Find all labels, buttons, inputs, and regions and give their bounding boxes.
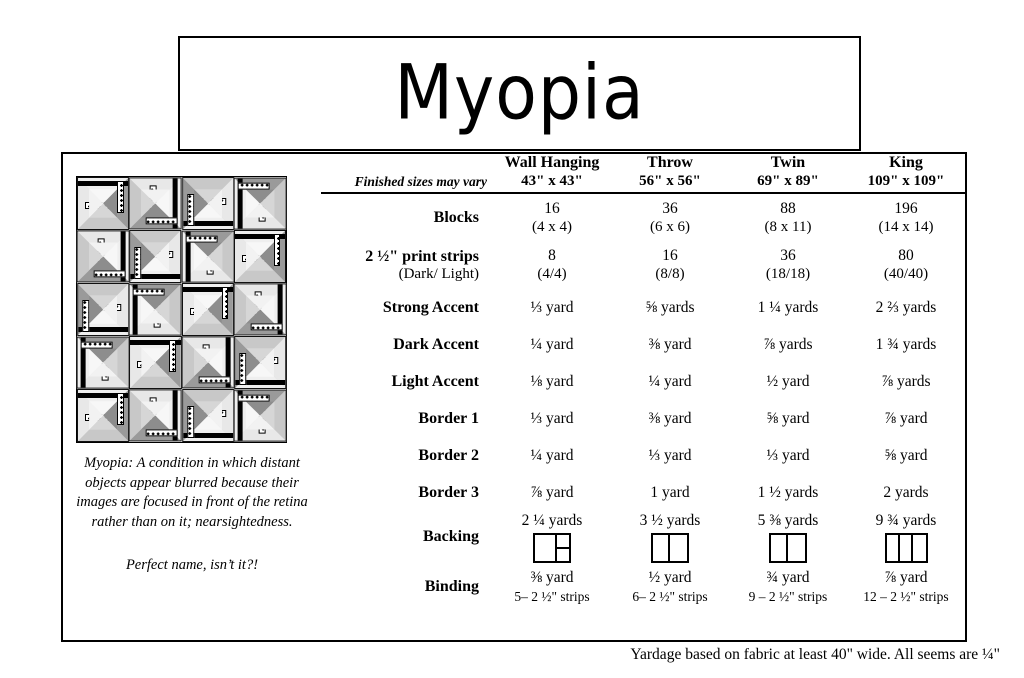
cell-value: 1 ½ yards <box>757 484 819 501</box>
table-cell <box>611 437 729 474</box>
table-cell <box>493 437 611 474</box>
table-row <box>321 474 965 511</box>
table-cell <box>493 241 611 289</box>
quilt-block <box>77 389 129 442</box>
table-cell <box>847 563 965 611</box>
cell-subvalue: 6– 2 ½" strips <box>632 589 708 604</box>
table-row <box>321 193 965 241</box>
cell-value: ⅓ yard <box>530 410 574 427</box>
row-label-text: Border 1 <box>418 409 479 427</box>
cell-value: 9 ¾ yards <box>875 512 937 529</box>
column-header-wall-hanging <box>493 154 611 193</box>
table-cell <box>847 289 965 326</box>
table-cell <box>611 563 729 611</box>
cell-value: 2 yards <box>883 484 929 501</box>
cell-value: 1 ¾ yards <box>875 336 937 353</box>
yardage-table <box>321 154 965 611</box>
table-cell <box>847 326 965 363</box>
row-label <box>321 193 493 241</box>
cell-value: 3 ½ yards <box>639 512 701 529</box>
table-cell <box>493 326 611 363</box>
cell-value: ⅞ yard <box>884 410 928 427</box>
row-label <box>321 241 493 289</box>
cell-value: ¼ yard <box>530 447 574 464</box>
quilt-block <box>129 336 181 389</box>
cell-value: 88 <box>780 199 796 217</box>
quilt-block <box>129 177 182 229</box>
page-title: Myopia <box>394 48 645 138</box>
column-name: Wall Hanging <box>504 154 600 171</box>
table-cell <box>611 241 729 289</box>
cell-value: ⅜ yard <box>530 569 574 586</box>
quilt-block <box>181 336 234 388</box>
cell-value: ⅞ yards <box>881 373 931 390</box>
column-name: King <box>889 154 923 171</box>
backing-panel <box>535 535 557 561</box>
cell-subvalue: (18/18) <box>765 266 811 282</box>
backing-diagram <box>611 533 729 563</box>
cell-value: ½ yard <box>766 373 810 390</box>
cell-value: ⅝ yard <box>766 410 810 427</box>
table-cell <box>847 400 965 437</box>
quilt-block <box>233 283 286 335</box>
cell-value: 2 ¼ yards <box>521 512 583 529</box>
table-cell <box>493 563 611 611</box>
definition-block <box>71 454 313 576</box>
row-sublabel: (Dark/ Light) <box>398 265 479 282</box>
cell-subvalue: 5– 2 ½" strips <box>514 589 590 604</box>
row-label <box>321 326 493 363</box>
table-row <box>321 363 965 400</box>
cell-value: 16 <box>662 247 678 264</box>
table-cell <box>611 289 729 326</box>
backing-diagram <box>847 533 965 563</box>
table-row <box>321 289 965 326</box>
left-panel <box>63 154 321 640</box>
table-cell <box>847 437 965 474</box>
column-size: 43" x 43" <box>521 173 583 189</box>
table-cell <box>493 193 611 241</box>
table-header-row <box>321 154 965 193</box>
column-size: 69" x 89" <box>757 173 819 189</box>
row-label-text: Strong Accent <box>382 298 479 316</box>
quilt-block <box>233 177 286 229</box>
cell-subvalue: 9 – 2 ½" strips <box>748 589 828 604</box>
row-label-text: Border 2 <box>418 446 479 464</box>
cell-value: ⅞ yard <box>884 569 928 586</box>
cell-value: ½ yard <box>648 569 692 586</box>
table-cell <box>729 289 847 326</box>
column-header-throw <box>611 154 729 193</box>
table-cell <box>611 193 729 241</box>
quilt-block <box>77 230 130 282</box>
backing-panel <box>557 535 569 561</box>
column-size: 56" x 56" <box>639 173 701 189</box>
cell-subvalue: (6 x 6) <box>650 218 690 235</box>
table-cell <box>611 474 729 511</box>
column-size: 109" x 109" <box>867 173 945 189</box>
quilt-block <box>182 389 234 442</box>
row-label-text: Border 3 <box>418 483 479 501</box>
cell-value: ⅞ yards <box>763 336 813 353</box>
cell-value: ⅛ yard <box>530 373 574 390</box>
cell-value: ⅞ yard <box>530 484 574 501</box>
table-row <box>321 241 965 289</box>
column-header-twin <box>729 154 847 193</box>
table-cell <box>493 511 611 563</box>
table-row <box>321 326 965 363</box>
quilt-block <box>77 336 130 388</box>
cell-value: ⅓ yard <box>766 447 810 464</box>
backing-panel <box>913 535 926 561</box>
definition-text: A condition in which distant objects appear blurred because their images are focused in front of the retina rather than on it; nearsightedness. <box>76 455 308 530</box>
row-label <box>321 363 493 400</box>
table-row <box>321 437 965 474</box>
cell-value: 196 <box>894 199 918 217</box>
cell-value: ⅓ yard <box>648 447 692 464</box>
cell-value: ⅝ yards <box>645 299 695 316</box>
table-cell <box>729 400 847 437</box>
table-row-binding <box>321 563 965 611</box>
backing-panel <box>653 535 670 561</box>
table-cell <box>493 289 611 326</box>
cell-value: ⅝ yard <box>884 447 928 464</box>
column-name: Twin <box>770 154 806 171</box>
table-cell <box>729 193 847 241</box>
cell-value: 36 <box>662 199 678 217</box>
backing-panel <box>900 535 913 561</box>
backing-panel <box>771 535 788 561</box>
definition-tagline: Perfect name, isn’t it?! <box>125 557 259 573</box>
cell-value: 80 <box>898 247 914 264</box>
row-label <box>321 400 493 437</box>
quilt-block <box>234 230 286 283</box>
quilt-block <box>233 389 286 441</box>
table-cell <box>847 193 965 241</box>
table-cell <box>611 400 729 437</box>
cell-value: 8 <box>548 247 556 264</box>
cell-subvalue: (40/40) <box>883 266 929 282</box>
cell-subvalue: 12 – 2 ½" strips <box>863 589 949 604</box>
table-cell <box>493 400 611 437</box>
table-cell <box>611 511 729 563</box>
row-label: Backing <box>422 528 479 545</box>
cell-subvalue: (4 x 4) <box>532 218 572 235</box>
table-cell <box>729 437 847 474</box>
row-label-text: Blocks <box>433 208 479 226</box>
table-cell <box>847 241 965 289</box>
table-cell <box>611 363 729 400</box>
cell-subvalue: (8/8) <box>655 266 685 282</box>
quilt-block <box>234 336 286 389</box>
table-cell <box>729 363 847 400</box>
cell-value: ⅓ yard <box>530 299 574 316</box>
row-label-text: Light Accent <box>391 372 479 390</box>
column-name: Throw <box>647 154 693 171</box>
quilt-block <box>129 283 182 335</box>
cell-value: ¼ yard <box>648 373 692 390</box>
table-cell <box>493 363 611 400</box>
backing-diagram <box>729 533 847 563</box>
table-body <box>321 193 965 611</box>
quilt-block <box>129 230 181 283</box>
backing-panel <box>887 535 900 561</box>
cell-subvalue: (8 x 11) <box>764 218 812 235</box>
backing-panel <box>670 535 687 561</box>
table-cell <box>847 474 965 511</box>
table-cell <box>729 563 847 611</box>
column-header-king <box>847 154 965 193</box>
row-label-text: Dark Accent <box>393 335 479 353</box>
cell-value: 36 <box>780 247 796 264</box>
table-cell <box>847 363 965 400</box>
cell-value: ⅜ yard <box>648 410 692 427</box>
quilt-block <box>181 230 234 282</box>
table-cell <box>611 326 729 363</box>
table-cell <box>729 241 847 289</box>
backing-diagram <box>493 533 611 563</box>
row-label: Binding <box>424 578 479 595</box>
cell-value: 2 ⅔ yards <box>875 299 937 316</box>
cell-subvalue: (14 x 14) <box>878 218 934 235</box>
row-label <box>321 289 493 326</box>
finished-sizes-note: Finished sizes may vary <box>321 154 493 193</box>
cell-subvalue: (4/4) <box>537 266 567 282</box>
table-row <box>321 400 965 437</box>
quilt-block <box>77 283 129 336</box>
quilt-block <box>182 283 234 336</box>
table-row-backing <box>321 511 965 563</box>
cell-value: ¼ yard <box>530 336 574 353</box>
main-content-box <box>61 152 967 642</box>
table-header <box>321 154 965 193</box>
row-label <box>321 474 493 511</box>
quilt-block <box>182 177 234 230</box>
cell-value: 1 ¼ yards <box>757 299 819 316</box>
cell-value: 16 <box>544 199 560 217</box>
table-cell <box>847 511 965 563</box>
cell-value: 5 ⅜ yards <box>757 512 819 529</box>
quilt-block <box>77 177 129 230</box>
row-label <box>321 437 493 474</box>
table-cell <box>729 474 847 511</box>
cell-value: ¾ yard <box>766 569 810 586</box>
table-cell <box>729 326 847 363</box>
table-cell <box>729 511 847 563</box>
quilt-block <box>129 389 182 441</box>
yardage-table-area <box>321 154 965 640</box>
cell-value: 1 yard <box>650 484 690 501</box>
row-label-text: 2 ½" print strips <box>365 247 479 265</box>
cell-value: ⅜ yard <box>648 336 692 353</box>
definition-term: Myopia: <box>84 455 134 471</box>
title-box <box>178 36 861 151</box>
backing-panel <box>788 535 805 561</box>
table-cell <box>493 474 611 511</box>
quilt-image <box>76 176 287 443</box>
footer-note: Yardage based on fabric at least 40" wide. All seems are ¼" <box>630 646 1000 663</box>
